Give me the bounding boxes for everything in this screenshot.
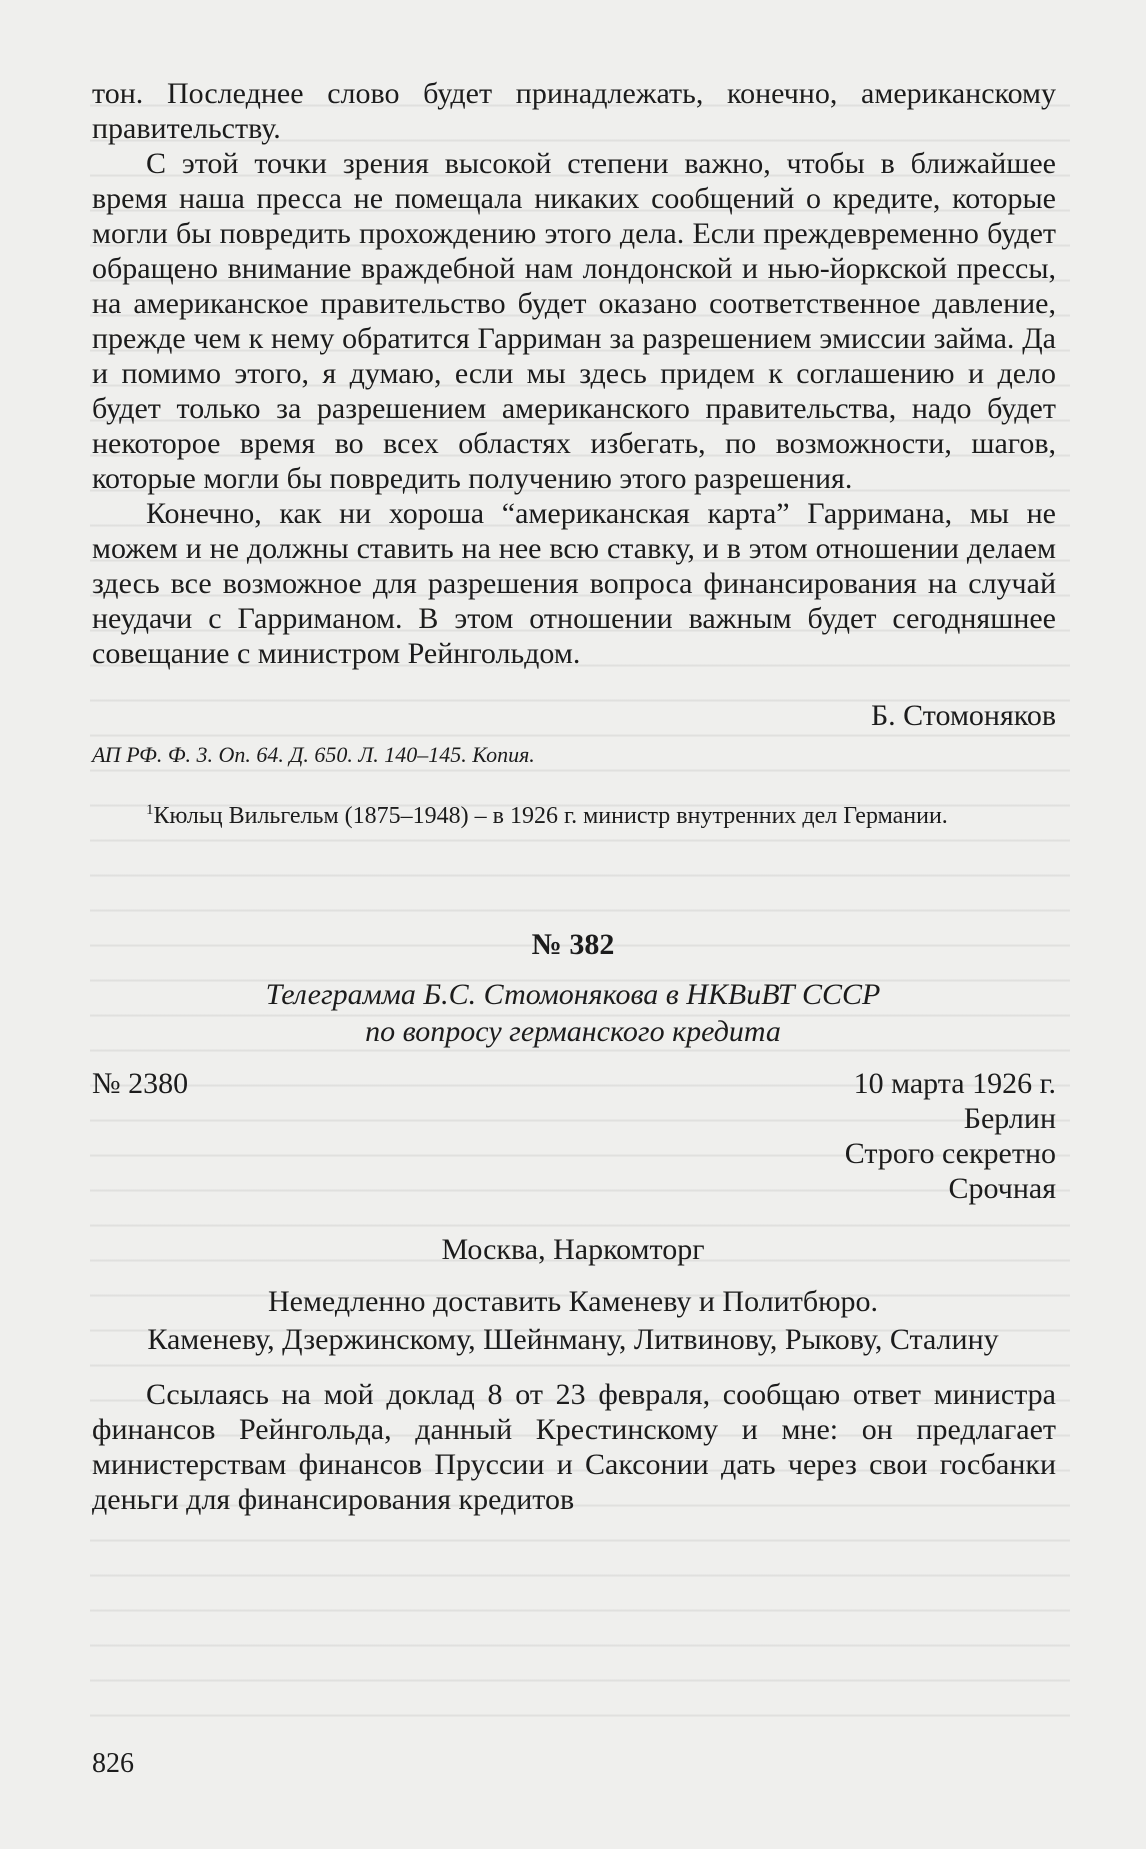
telegram-body-paragraph: Ссылаясь на мой доклад 8 от 23 февраля, сообщаю ответ министра финансов Рейнгольда, данный Крестинскому и мне: он предлагает министерствам финансов Пруссии и Саксонии дать через свои госбанки деньги для финансирования кредитов [92,1378,1056,1516]
document-title-line-1: Телеграмма Б.С. Стомонякова в НКВиВТ СССР [265,978,881,1011]
outgoing-number: № 2380 [92,1067,189,1100]
recipients-list: Каменеву, Дзержинскому, Шейнману, Литвинову, Рыкову, Сталину [147,1323,999,1356]
document-number: № 382 [531,928,615,961]
telegram-body [92,1377,1056,1517]
footnote-text: Кюльц Вильгельм (1875–1948) – в 1926 г. министр внутренних дел Германии. [153,803,948,829]
addressee: Москва, Наркомторг [441,1233,705,1266]
archive-reference: АП РФ. Ф. 3. Оп. 64. Д. 650. Л. 140–145. Копия. [92,742,535,767]
paragraph-2: С этой точки зрения высокой степени важно, чтобы в ближайшее время наша пресса не помещала никаких сообщений о кредите, которые могли бы повредить прохождению этого дела. Если преждевременно будет обращено внимание враждебной нам лондонской и нью-йоркской прессы, на американское правительство будет оказано соответственное давление, прежде чем к нему обратится Гарриман за разрешением эмиссии займа. Да и помимо этого, я думаю, если мы здесь придем к соглашению и дело будет только за разрешением американского правительства, надо будет некоторое время во всех областях избегать, по возможности, шагов, которые могли бы повредить получению этого разрешения. [92,147,1056,495]
urgency: Срочная [948,1172,1056,1205]
classification: Строго секретно [844,1137,1056,1170]
signature: Б. Стомоняков [870,699,1056,732]
delivery-instruction: Немедленно доставить Каменеву и Политбюро. [267,1285,879,1318]
paragraph-3: Конечно, как ни хороша “американская карта” Гарримана, мы не можем и не должны ставить на нее всю ставку, и в этом отношении делаем здесь все возможное для разрешения вопроса финансирования на случай неудачи с Гарриманом. В этом отношении важным будет сегодняшнее совещание с министром Рейнгольдом. [92,497,1056,670]
top-text-block [92,76,1056,671]
document-place: Берлин [963,1102,1056,1135]
footnote-marker: 1 [146,802,154,818]
page-number: 826 [92,1748,134,1779]
footnote [92,800,1056,832]
document-date: 10 марта 1926 г. [853,1067,1056,1100]
document-title-line-2: по вопросу германского кредита [365,1015,781,1048]
paragraph-1: тон. Последнее слово будет принадлежать, конечно, американскому правительству. [92,77,1056,145]
